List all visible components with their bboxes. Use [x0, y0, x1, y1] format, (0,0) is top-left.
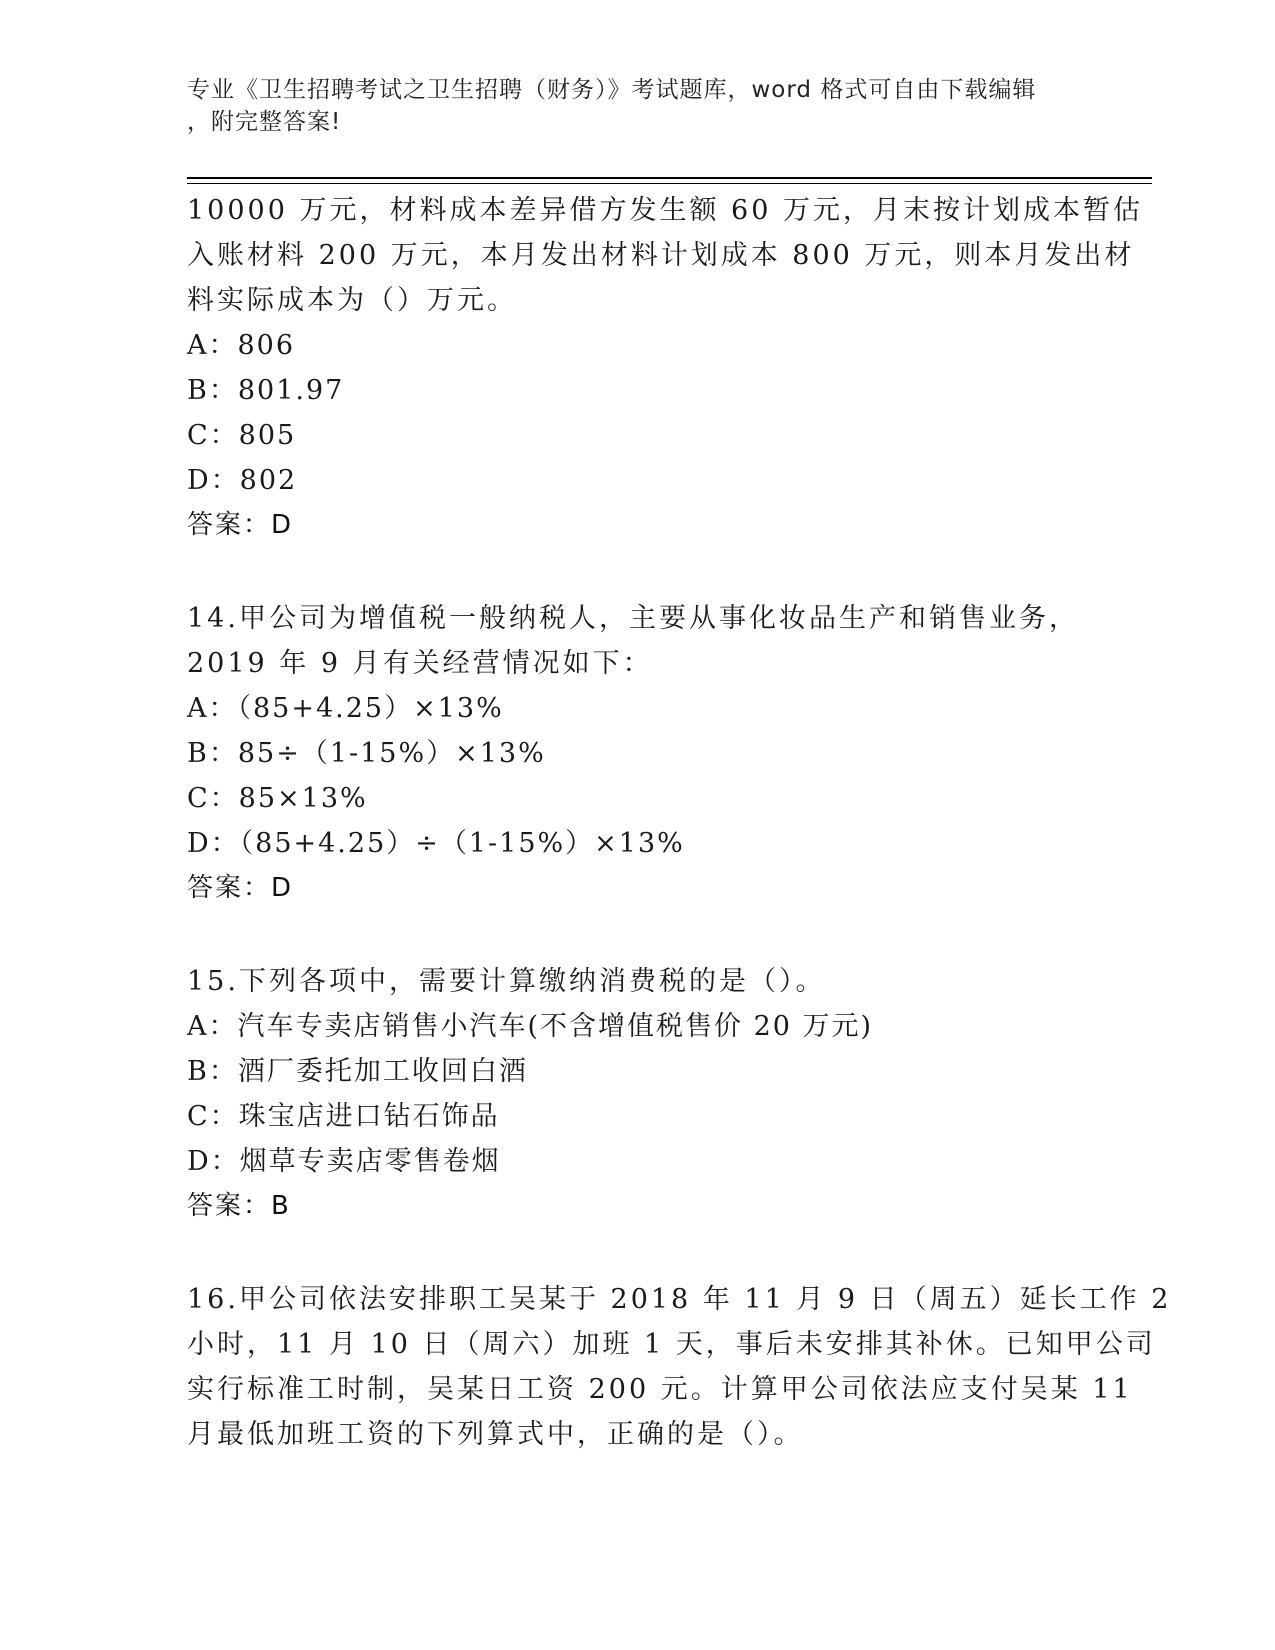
header-line-2: ，附完整答案! [187, 109, 342, 135]
question-spacer [187, 548, 1087, 596]
answer-line: 答案：D [187, 510, 294, 540]
option-b: B：801.97 [187, 375, 345, 406]
question-text-line: 料实际成本为（）万元。 [187, 285, 517, 316]
question-text-line: 16.甲公司依法安排职工吴某于 2018 年 11 月 9 日（周五）延长工作 2 [187, 1284, 1172, 1315]
option-b: B：酒厂委托加工收回白酒 [187, 1056, 528, 1087]
option-d: D：802 [187, 465, 298, 496]
answer-line: 答案：D [187, 873, 294, 903]
option-c: C：珠宝店进口钻石饰品 [187, 1101, 500, 1132]
question-spacer [187, 1229, 1087, 1277]
option-c: C：85×13% [187, 783, 368, 814]
question-block [187, 188, 1143, 548]
option-d: D：（85+4.25）÷（1-15%）×13% [187, 828, 685, 859]
header-rule-thin [187, 183, 1152, 184]
question-text-line: 10000 万元，材料成本差异借方发生额 60 万元，月末按计划成本暂估 [187, 195, 1143, 226]
question-block [187, 596, 1087, 911]
question-list [187, 188, 1172, 1457]
page-header [187, 74, 1067, 138]
question-text-line: 2019 年 9 月有关经营情况如下： [187, 648, 653, 679]
question-text-line: 小时，11 月 10 日（周六）加班 1 天，事后未安排其补休。已知甲公司 [187, 1329, 1156, 1360]
question-text-line: 月最低加班工资的下列算式中，正确的是（）。 [187, 1419, 804, 1450]
question-text-line: 15.下列各项中，需要计算缴纳消费税的是（）。 [187, 966, 826, 997]
answer-line: 答案：B [187, 1191, 291, 1221]
question-block [187, 959, 1087, 1229]
question-spacer [187, 911, 1087, 959]
option-b: B：85÷（1-15%）×13% [187, 738, 546, 769]
option-a: A：806 [187, 330, 296, 361]
option-d: D：烟草专卖店零售卷烟 [187, 1146, 501, 1177]
question-text-line: 入账材料 200 万元，本月发出材料计划成本 800 万元，则本月发出材 [187, 240, 1135, 271]
header-line-1: 专业《卫生招聘考试之卫生招聘（财务）》考试题库，word 格式可自由下载编辑 [187, 77, 1037, 103]
question-block [187, 1277, 1172, 1457]
option-a: A：汽车专卖店销售小汽车(不含增值税售价 20 万元) [187, 1011, 874, 1042]
header-rule-thick [187, 177, 1152, 179]
question-text-line: 14.甲公司为增值税一般纳税人，主要从事化妆品生产和销售业务， [187, 603, 1079, 634]
option-c: C：805 [187, 420, 297, 451]
question-text-line: 实行标准工时制，吴某日工资 200 元。计算甲公司依法应支付吴某 11 [187, 1374, 1133, 1405]
option-a: A：（85+4.25）×13% [187, 693, 504, 724]
